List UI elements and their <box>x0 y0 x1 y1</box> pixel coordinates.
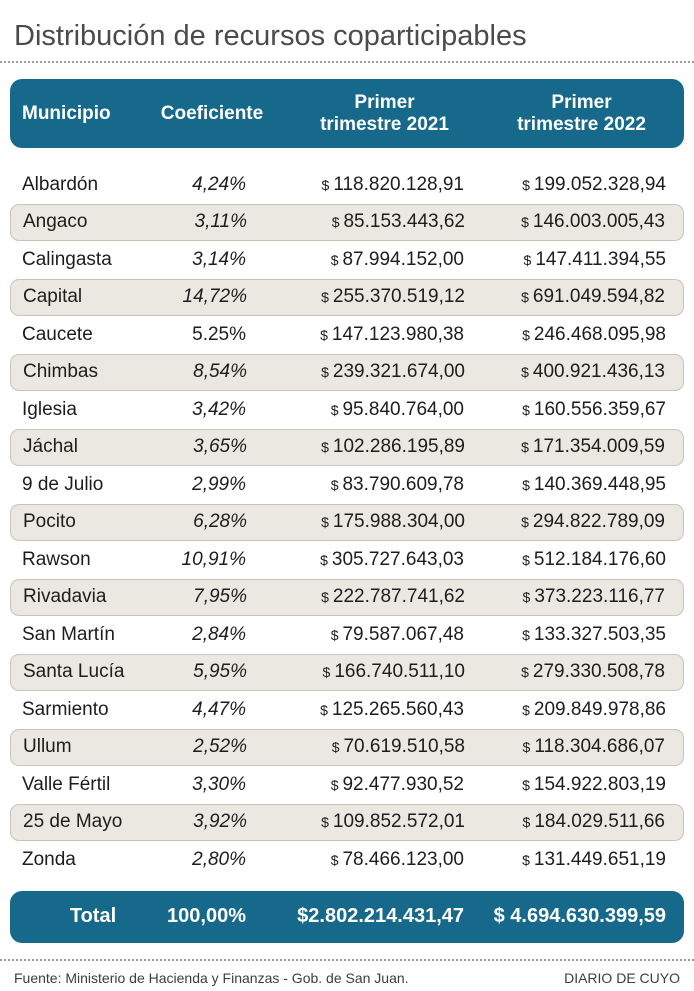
currency-symbol: $ <box>321 514 329 531</box>
currency-symbol: $ <box>320 326 328 343</box>
amount: 239.321.674,00 <box>332 361 465 383</box>
municipality-name: Jáchal <box>23 436 78 458</box>
currency-symbol: $ <box>331 739 340 756</box>
municipality-name: San Martín <box>22 623 115 645</box>
value-2022 <box>464 324 666 346</box>
value-2021 <box>247 661 465 683</box>
value-2021 <box>246 324 464 346</box>
value-2021 <box>246 399 464 421</box>
amount: 255.370.519,12 <box>332 286 465 308</box>
currency-symbol: $ <box>521 289 529 306</box>
currency-symbol: $ <box>522 326 530 343</box>
currency-symbol: $ <box>522 814 531 831</box>
coefficient-value: 5.25% <box>192 323 246 345</box>
currency-symbol: $ <box>321 289 329 306</box>
table-row <box>10 316 684 354</box>
municipality-name: Iglesia <box>22 398 77 420</box>
coefficient-value: 2,52% <box>193 736 247 758</box>
amount: 146.003.005,43 <box>532 211 665 233</box>
amount: 131.449.651,19 <box>533 848 666 870</box>
amount: 279.330.508,78 <box>532 661 665 683</box>
value-2021 <box>246 624 464 646</box>
table-row <box>10 279 684 317</box>
coefficient-value: 2,99% <box>192 473 246 495</box>
coefficient-value: 2,84% <box>192 623 246 645</box>
coefficient-value: 3,30% <box>192 773 246 795</box>
coefficient-value: 3,14% <box>192 248 246 270</box>
amount: 147.411.394,55 <box>535 248 666 270</box>
table-total-row <box>10 891 684 943</box>
value-2022 <box>464 474 666 496</box>
municipality-name: Albardón <box>22 173 99 195</box>
currency-symbol: $ <box>522 851 530 868</box>
total-value-2021: $2.802.214.431,47 <box>297 905 464 927</box>
amount: 160.556.359,67 <box>533 398 666 420</box>
coefficient-value: 7,95% <box>193 586 247 608</box>
currency-symbol: $ <box>521 514 529 531</box>
value-2022 <box>465 811 665 833</box>
value-2022 <box>464 624 666 646</box>
value-2021 <box>246 249 464 271</box>
value-2021 <box>246 549 464 571</box>
table-row <box>10 204 684 242</box>
coefficient-value: 2,80% <box>192 848 246 870</box>
table-row <box>10 466 684 504</box>
coefficient-value: 4,47% <box>192 698 246 720</box>
table-row <box>10 354 684 392</box>
municipality-name: Rawson <box>22 548 91 570</box>
coefficient-value: 3,92% <box>193 811 247 833</box>
currency-symbol: $ <box>330 851 339 868</box>
value-2022 <box>465 586 665 608</box>
table-row <box>10 579 684 617</box>
currency-symbol: $ <box>522 776 530 793</box>
amount: 118.820.128,91 <box>333 173 464 195</box>
column-header-municipio: Municipio <box>22 102 111 124</box>
value-2022 <box>465 286 665 308</box>
publisher-credit: DIARIO DE CUYO <box>564 969 680 986</box>
amount: 184.029.511,66 <box>534 811 665 833</box>
table-row <box>10 166 684 204</box>
column-header-trimestre-2022: Primer trimestre 2022 <box>517 91 646 135</box>
value-2021 <box>247 361 465 383</box>
currency-symbol: $ <box>322 664 331 681</box>
currency-symbol: $ <box>330 476 339 493</box>
value-2022 <box>464 699 666 721</box>
municipality-name: Santa Lucía <box>23 661 125 683</box>
currency-symbol: $ <box>321 364 329 381</box>
municipality-name: Ullum <box>23 736 72 758</box>
column-header-trimestre-2021: Primer trimestre 2021 <box>320 91 449 135</box>
divider-top <box>0 61 694 63</box>
municipality-name: Rivadavia <box>23 586 107 608</box>
municipality-name: Pocito <box>23 511 76 533</box>
municipality-name: Calingasta <box>22 248 112 270</box>
amount: 87.994.152,00 <box>342 248 464 270</box>
table-row <box>10 241 684 279</box>
table-header-row <box>10 79 684 148</box>
currency-symbol: $ <box>321 589 329 606</box>
value-2021 <box>247 736 465 758</box>
value-2022 <box>465 211 665 233</box>
currency-symbol: $ <box>320 701 328 718</box>
coefficient-value: 5,95% <box>193 661 247 683</box>
table-row <box>10 391 684 429</box>
table-row <box>10 691 684 729</box>
amount: 222.787.741,62 <box>332 586 465 608</box>
municipality-name: Chimbas <box>23 361 98 383</box>
value-2021 <box>246 849 464 871</box>
amount: 246.468.095,98 <box>533 323 666 345</box>
value-2022 <box>464 174 666 196</box>
table-row <box>10 729 684 767</box>
value-2022 <box>464 849 666 871</box>
table-row <box>10 541 684 579</box>
amount: 305.727.643,03 <box>331 548 464 570</box>
value-2022 <box>465 436 665 458</box>
amount: 102.286.195,89 <box>332 436 465 458</box>
value-2022 <box>465 511 665 533</box>
value-2021 <box>246 174 464 196</box>
currency-symbol: $ <box>330 626 339 643</box>
table-row <box>10 804 684 842</box>
currency-symbol: $ <box>523 251 532 268</box>
municipality-name: Zonda <box>22 848 76 870</box>
amount: 70.619.510,58 <box>343 736 465 758</box>
amount: 166.740.511,10 <box>334 661 465 683</box>
municipality-name: Caucete <box>22 323 93 345</box>
currency-symbol: $ <box>330 401 339 418</box>
amount: 199.052.328,94 <box>533 173 666 195</box>
table-row <box>10 504 684 542</box>
amount: 118.304.686,07 <box>534 736 665 758</box>
amount: 95.840.764,00 <box>342 398 464 420</box>
amount: 171.354.009,59 <box>532 436 665 458</box>
value-2022 <box>465 736 665 758</box>
amount: 92.477.930,52 <box>342 773 464 795</box>
amount: 109.852.572,01 <box>332 811 465 833</box>
table-row <box>10 616 684 654</box>
amount: 125.265.560,43 <box>331 698 464 720</box>
value-2021 <box>247 586 465 608</box>
currency-symbol: $ <box>522 589 531 606</box>
amount: 512.184.176,60 <box>533 548 666 570</box>
municipality-name: Valle Fértil <box>22 773 111 795</box>
amount: 133.327.503,35 <box>533 623 666 645</box>
footer <box>0 961 694 986</box>
table-row <box>10 429 684 467</box>
value-2022 <box>465 361 665 383</box>
amount: 78.466.123,00 <box>342 848 464 870</box>
value-2021 <box>247 436 465 458</box>
amount: 79.587.067,48 <box>342 623 464 645</box>
currency-symbol: $ <box>522 739 531 756</box>
coefficient-value: 14,72% <box>182 286 247 308</box>
value-2021 <box>246 699 464 721</box>
amount: 294.822.789,09 <box>532 511 665 533</box>
column-header-coeficiente: Coeficiente <box>160 102 264 124</box>
amount: 373.223.116,77 <box>534 586 665 608</box>
currency-symbol: $ <box>330 776 339 793</box>
municipality-name: 9 de Julio <box>22 473 104 495</box>
currency-symbol: $ <box>321 439 329 456</box>
currency-symbol: $ <box>321 176 330 193</box>
source-note: Fuente: Ministerio de Hacienda y Finanzas - Gob. de San Juan. <box>14 969 409 986</box>
amount: 140.369.448,95 <box>533 473 666 495</box>
value-2022 <box>464 399 666 421</box>
currency-symbol: $ <box>320 551 328 568</box>
currency-symbol: $ <box>522 476 530 493</box>
currency-symbol: $ <box>331 214 340 231</box>
currency-symbol: $ <box>521 214 529 231</box>
value-2022 <box>464 249 666 271</box>
coefficient-value: 3,65% <box>193 436 247 458</box>
municipality-name: 25 de Mayo <box>23 811 123 833</box>
coefficient-value: 3,11% <box>194 211 247 233</box>
amount: 147.123.980,38 <box>331 323 464 345</box>
currency-symbol: $ <box>522 551 530 568</box>
coefficient-value: 6,28% <box>193 511 247 533</box>
amount: 175.988.304,00 <box>332 511 465 533</box>
currency-symbol: $ <box>522 701 530 718</box>
total-label: Total <box>69 905 117 927</box>
coefficient-value: 4,24% <box>192 173 246 195</box>
amount: 691.049.594,82 <box>532 286 665 308</box>
table-row <box>10 654 684 692</box>
currency-symbol: $ <box>521 664 529 681</box>
municipality-name: Capital <box>23 286 83 308</box>
page-title: Distribución de recursos coparticipables <box>14 20 527 52</box>
amount: 209.849.978,86 <box>533 698 666 720</box>
total-coefficient: 100,00% <box>167 905 246 927</box>
table-row <box>10 766 684 804</box>
municipality-name: Angaco <box>23 211 88 233</box>
amount: 85.153.443,62 <box>343 211 465 233</box>
total-value-2022: $ 4.694.630.399,59 <box>493 905 666 927</box>
amount: 83.790.609,78 <box>342 473 464 495</box>
value-2022 <box>464 549 666 571</box>
value-2021 <box>247 511 465 533</box>
value-2021 <box>247 286 465 308</box>
currency-symbol: $ <box>522 176 530 193</box>
value-2022 <box>464 774 666 796</box>
currency-symbol: $ <box>521 439 529 456</box>
table-body <box>10 166 684 879</box>
currency-symbol: $ <box>321 814 329 831</box>
value-2021 <box>246 474 464 496</box>
amount: 154.922.803,19 <box>533 773 666 795</box>
municipality-name: Sarmiento <box>22 698 109 720</box>
currency-symbol: $ <box>521 364 529 381</box>
table-row <box>10 841 684 879</box>
value-2022 <box>465 661 665 683</box>
coefficient-value: 10,91% <box>181 548 246 570</box>
value-2021 <box>247 811 465 833</box>
currency-symbol: $ <box>522 401 530 418</box>
coefficient-value: 3,42% <box>192 398 246 420</box>
value-2021 <box>246 774 464 796</box>
currency-symbol: $ <box>522 626 530 643</box>
currency-symbol: $ <box>330 251 339 268</box>
amount: 400.921.436,13 <box>532 361 665 383</box>
coefficient-value: 8,54% <box>193 361 247 383</box>
value-2021 <box>247 211 465 233</box>
